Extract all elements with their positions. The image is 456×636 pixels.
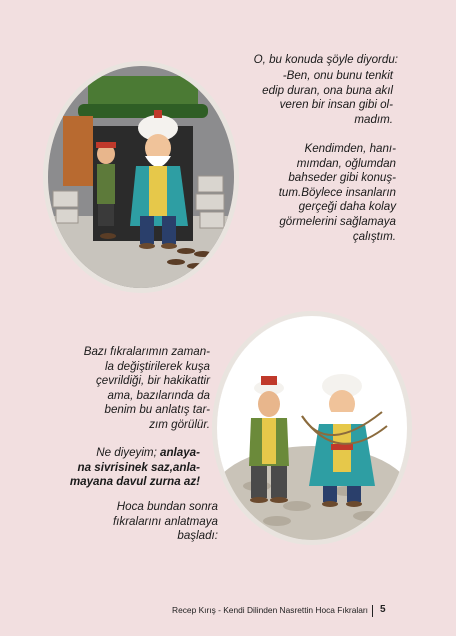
quote-paragraph — [230, 69, 393, 127]
bazi-line: zım görülür. — [149, 417, 210, 431]
book-title: Recep Kırış - Kendi Dilinden Nasrettin Hoca Fıkraları — [172, 605, 368, 615]
quote-line: -Ben, onu bunu tenkit — [282, 69, 393, 82]
quote-line: veren bir insan gibi ol- — [279, 98, 393, 112]
hoca-line: Hoca bundan sonra — [116, 500, 218, 513]
nediyeyim-paragraph — [40, 446, 200, 490]
page-number: 5 — [380, 604, 386, 615]
hoca-line: fıkralarını anlatmaya — [112, 514, 218, 528]
nediyeyim-prefix: Ne diyeyim; — [96, 446, 161, 459]
quote-line: madım. — [354, 112, 393, 126]
kendim-line: çalıştım. — [352, 229, 396, 243]
bazi-line: ama, bazılarında da — [107, 388, 210, 402]
intro-text — [226, 53, 398, 68]
bazi-paragraph — [40, 345, 210, 433]
kendim-line: görmelerini sağlamaya — [279, 214, 396, 228]
proverb-text-2: na sivrisinek saz,anla- — [77, 460, 200, 474]
quote-line: edip duran, ona buna akıl — [262, 83, 393, 97]
bazi-line: la değiştirilerek kuşa — [104, 359, 210, 373]
kendim-paragraph — [240, 142, 396, 244]
proverb-text-1: anlaya- — [160, 446, 200, 459]
footer-divider — [372, 605, 373, 617]
bazi-line: çevrildiği, bir hakikattir — [95, 374, 210, 388]
page-footer — [0, 602, 456, 622]
kendim-line: Kendimden, hanı- — [304, 142, 396, 155]
hoca-line: başladı: — [177, 529, 218, 543]
kendim-line: gerçeği daha kolay — [298, 200, 396, 214]
hoca-paragraph — [40, 500, 218, 544]
intro-line: O, bu konuda şöyle diyordu: — [253, 53, 398, 66]
kendim-line: bahseder gibi konuş- — [288, 171, 396, 185]
bazi-line: benim bu anlatış tar- — [104, 403, 210, 417]
proverb-text-3: mayana davul zurna az! — [69, 475, 200, 489]
bazi-line: Bazı fıkralarımın zaman- — [83, 345, 210, 358]
illustration-hoca-at-door — [43, 61, 239, 293]
kendim-line: mımdan, oğlumdan — [296, 156, 396, 170]
kendim-line: tum.Böylece insanların — [278, 185, 396, 199]
illustration-hoca-and-man — [212, 311, 412, 545]
